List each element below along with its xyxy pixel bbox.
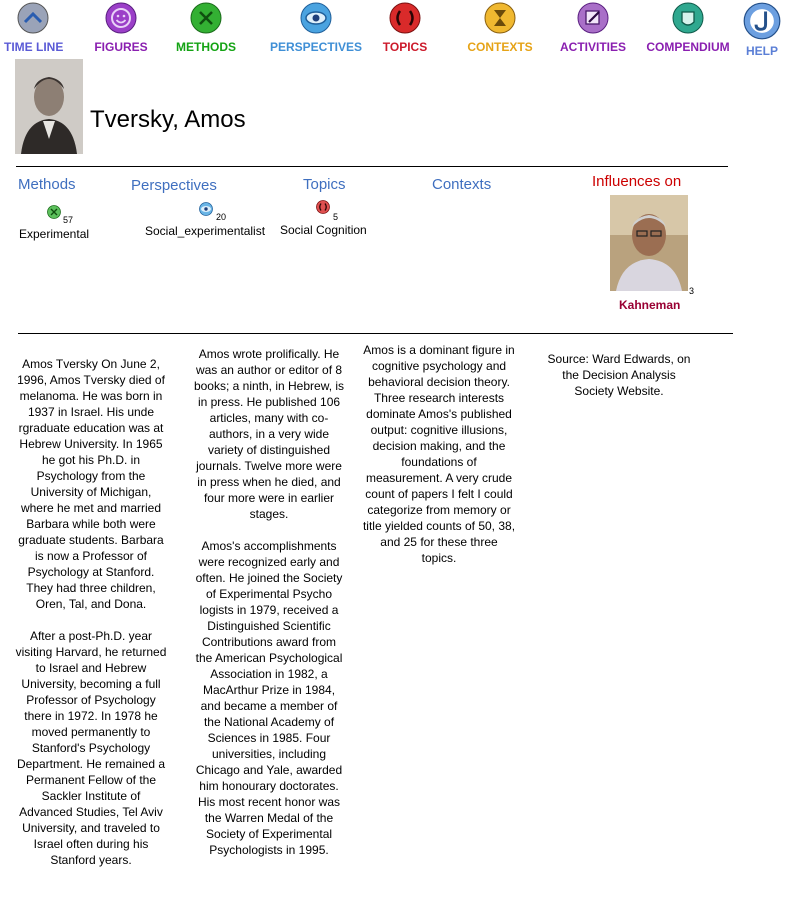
- topics-icon: [389, 2, 421, 34]
- person-portrait-icon: [610, 195, 688, 291]
- contexts-heading: Contexts: [432, 176, 492, 193]
- divider: [18, 333, 733, 334]
- nav-perspectives[interactable]: [270, 2, 362, 54]
- perspectives-heading: Perspectives: [131, 177, 217, 194]
- nav-compendium[interactable]: [646, 2, 730, 54]
- timeline-icon: [17, 2, 49, 34]
- nav-label: ACTIVITIES: [560, 40, 627, 54]
- methods-link-experimental[interactable]: Experimental: [19, 227, 90, 241]
- nav-label: TOPICS: [382, 40, 428, 54]
- nav-figures[interactable]: [94, 2, 148, 54]
- bio-column-4: [542, 351, 696, 415]
- topics-count: 5: [333, 212, 339, 222]
- page-title: Tversky, Amos: [90, 106, 246, 133]
- nav-timeline[interactable]: [4, 2, 62, 54]
- nav-methods[interactable]: [175, 2, 237, 54]
- top-navigation: [0, 0, 786, 66]
- person-portrait-icon: [15, 59, 83, 154]
- nav-label: TIME LINE: [4, 40, 64, 54]
- bio-source: Source: Ward Edwards, on the Decision Analysis Society Website.: [547, 352, 691, 398]
- bio-column-3: [362, 342, 516, 582]
- nav-activities[interactable]: [560, 2, 626, 54]
- perspectives-link-social-experimentalist[interactable]: Social_experimentalist: [145, 224, 266, 238]
- influence-link-kahneman[interactable]: Kahneman: [619, 298, 681, 312]
- bio-paragraph: Amos Tversky On June 2, 1996, Amos Tversky died of melanoma. He was born in 1937 in Israel. His unde rgraduate education was at Hebrew University. In 1965 he got his Ph.D. in Psychology from the University of Michigan, where he met and married Barbara while both were graduate students. Barbara is now a Professor of Psychology at Stanford. They had three children, Oren, Tal, and Dona.: [17, 357, 165, 611]
- contexts-icon: [484, 2, 516, 34]
- kahneman-photo[interactable]: [610, 195, 688, 291]
- bio-paragraph: Amos wrote prolifically. He was an author or editor of 8 books; a ninth, in Hebrew, is in press. He published 106 articles, many with co-authors, in a very wide variety of distinguished journals. Twelve more were in press when he died, and four more were in earlier stages.: [193, 347, 345, 521]
- compendium-icon: [672, 2, 704, 34]
- methods-count: 57: [63, 215, 74, 225]
- methods-icon: [190, 2, 222, 34]
- bio-column-2: [192, 346, 346, 874]
- bio-paragraph: Amos's accomplishments were recognized early and often. He joined the Society of Experimental Psycho logists in 1979, received a Distinguished Scientific Contributions award from the American Psychological Association in 1982, a MacArthur Prize in 1984, and became a member of the National Academy of Sciences in 1985. Four universities, including Chicago and Yale, awarded him honourary doctorates. His most recent honor was the Warren Medal of the Society of Experimental Psychologists in 1995.: [195, 539, 343, 857]
- nav-help[interactable]: [741, 2, 783, 58]
- nav-label: PERSPECTIVES: [270, 40, 363, 54]
- nav-label: METHODS: [176, 40, 236, 54]
- help-icon: [743, 2, 781, 40]
- perspectives-icon: [300, 2, 332, 34]
- perspectives-icon[interactable]: [199, 202, 213, 216]
- topics-icon[interactable]: [316, 200, 330, 214]
- perspectives-count: 20: [216, 212, 227, 222]
- activities-icon: [577, 2, 609, 34]
- bio-paragraph: Amos is a dominant figure in cognitive psychology and behavioral decision theory. Three research interests dominate Amos's published output: cognitive illusions, decision making, and the foundations of measurement. A very crude count of papers I felt I could categorize from memory or title yielded counts of 50, 38, and 25 for these three topics.: [362, 343, 516, 565]
- methods-icon[interactable]: [47, 205, 61, 219]
- nav-label: HELP: [745, 44, 778, 58]
- nav-label: CONTEXTS: [467, 40, 533, 54]
- figures-icon: [105, 2, 137, 34]
- topics-link-social-cognition[interactable]: Social Cognition: [280, 223, 367, 237]
- nav-contexts[interactable]: [467, 2, 533, 54]
- nav-label: FIGURES: [94, 40, 148, 54]
- nav-topics[interactable]: [381, 2, 429, 54]
- bio-paragraph: After a post-Ph.D. year visiting Harvard, he returned to Israel and Hebrew University, becoming a full Professor of Psychology there in 1972. In 1978 he moved permanently to Stanford's Psychology Department. He remained a Permanent Fellow of the Sackler Institute of Advanced Studies, Tel Aviv University, and traveled to Israel often during his Stanford years.: [15, 629, 167, 867]
- divider: [16, 166, 728, 167]
- topics-heading: Topics: [303, 176, 346, 193]
- nav-label: COMPENDIUM: [646, 40, 730, 54]
- influences-heading: Influences on: [592, 173, 682, 190]
- methods-heading: Methods: [18, 176, 76, 193]
- portrait-photo: [15, 59, 83, 154]
- bio-column-1: [14, 356, 168, 884]
- influence-count: 3: [689, 286, 695, 296]
